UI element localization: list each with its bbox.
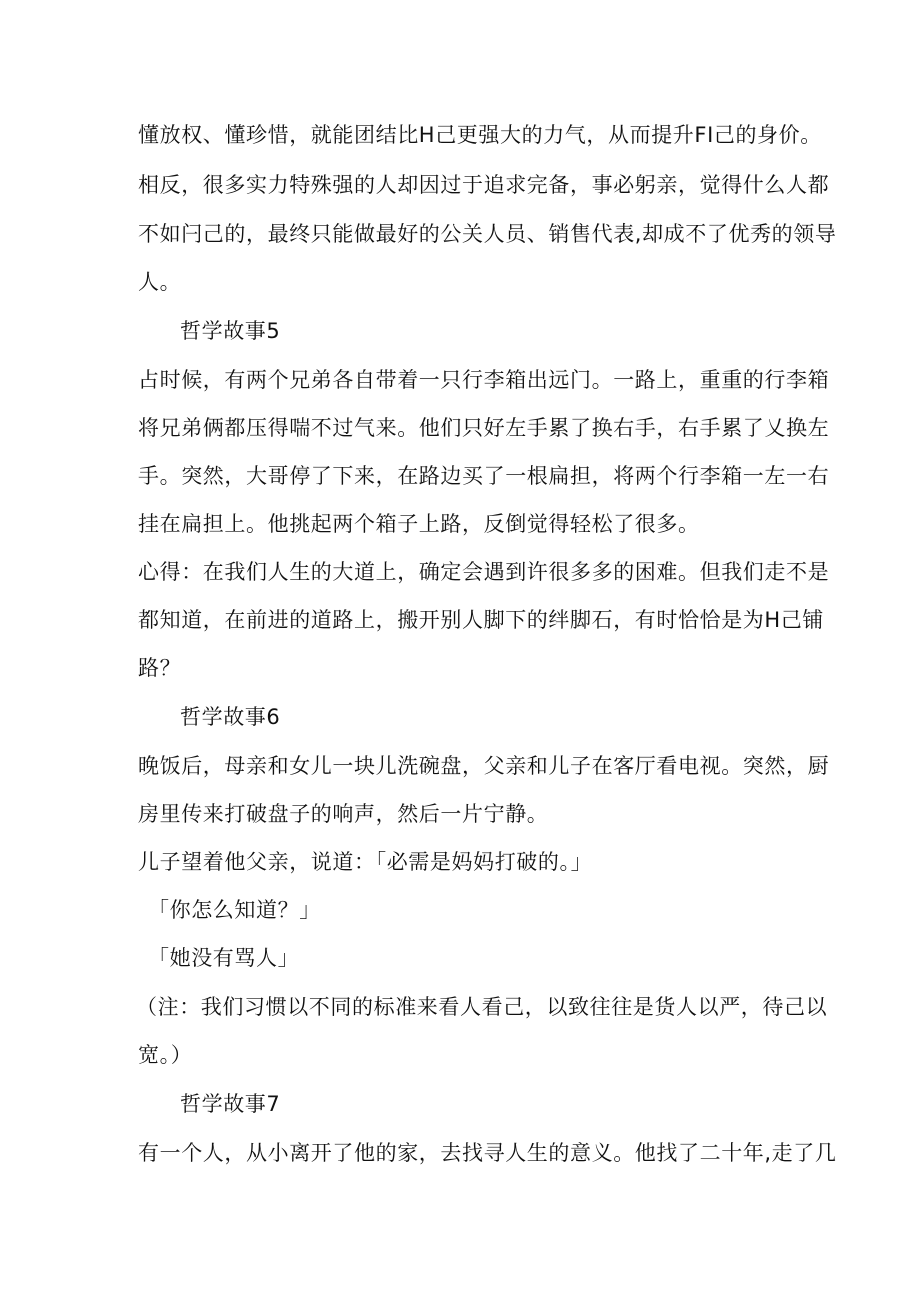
text-line: 将兄弟俩都压得喘不过气来。他们只好左手累了换右手，右手累了乂换左 [138,416,830,440]
text-line: 手。突然，大哥停了下来，在路边买了一根扁担，将两个行李箱一左一右 [138,464,830,488]
text-line: 儿子望着他父亲，说道：「必需是妈妈打破的。」 [138,850,593,874]
text-line: 不如闩己的，最终只能做最好的公关人员、销售代表,却成不了优秀的领导 [138,222,837,246]
text-line: 占时候，有两个兄弟各自带着一只行李箱出远门。一路上，重重的行李箱 [138,368,830,392]
text-line: 人。 [138,270,182,294]
text-line: 晚饭后，母亲和女儿一块儿洗碗盘，父亲和儿子在客厅看电视。突然，厨 [138,754,830,778]
text-line: 都知道，在前进的道路上，搬开别人脚下的绊脚石，有时恰恰是为H己铺 [138,608,824,632]
text-line: 挂在扁担上。他挑起两个箱子上路，反倒觉得轻松了很多。 [138,512,700,536]
section-heading: 哲学故事7 [180,1092,281,1116]
text-line: 懂放权、懂珍惜，就能团结比H己更强大的力气，从而提升FI己的身价。 [138,123,822,147]
dialogue-line: 「你怎么知道？」 [148,898,321,922]
dialogue-line: 「她没有骂人」 [148,946,300,970]
note-line: （注：我们习惯以不同的标准来看人看己，以致往往是货人以严，待己以 [136,995,828,1019]
text-line: 路？ [138,656,182,680]
section-heading: 哲学故事5 [180,319,281,343]
section-heading: 哲学故事6 [180,705,281,729]
text-line: 宽。） [138,1043,193,1067]
text-line: 相反，很多实力特殊强的人却因过于追求完备，事必躬亲，觉得什么人都 [138,173,830,197]
text-line: 有一个人，从小离开了他的家，去找寻人生的意义。他找了二十年,走了几 [138,1141,837,1165]
text-line: 心得：在我们人生的大道上，确定会遇到许很多多的困难。但我们走不是 [138,560,830,584]
text-line: 房里传来打破盘子的响声，然后一片宁静。 [138,802,549,826]
